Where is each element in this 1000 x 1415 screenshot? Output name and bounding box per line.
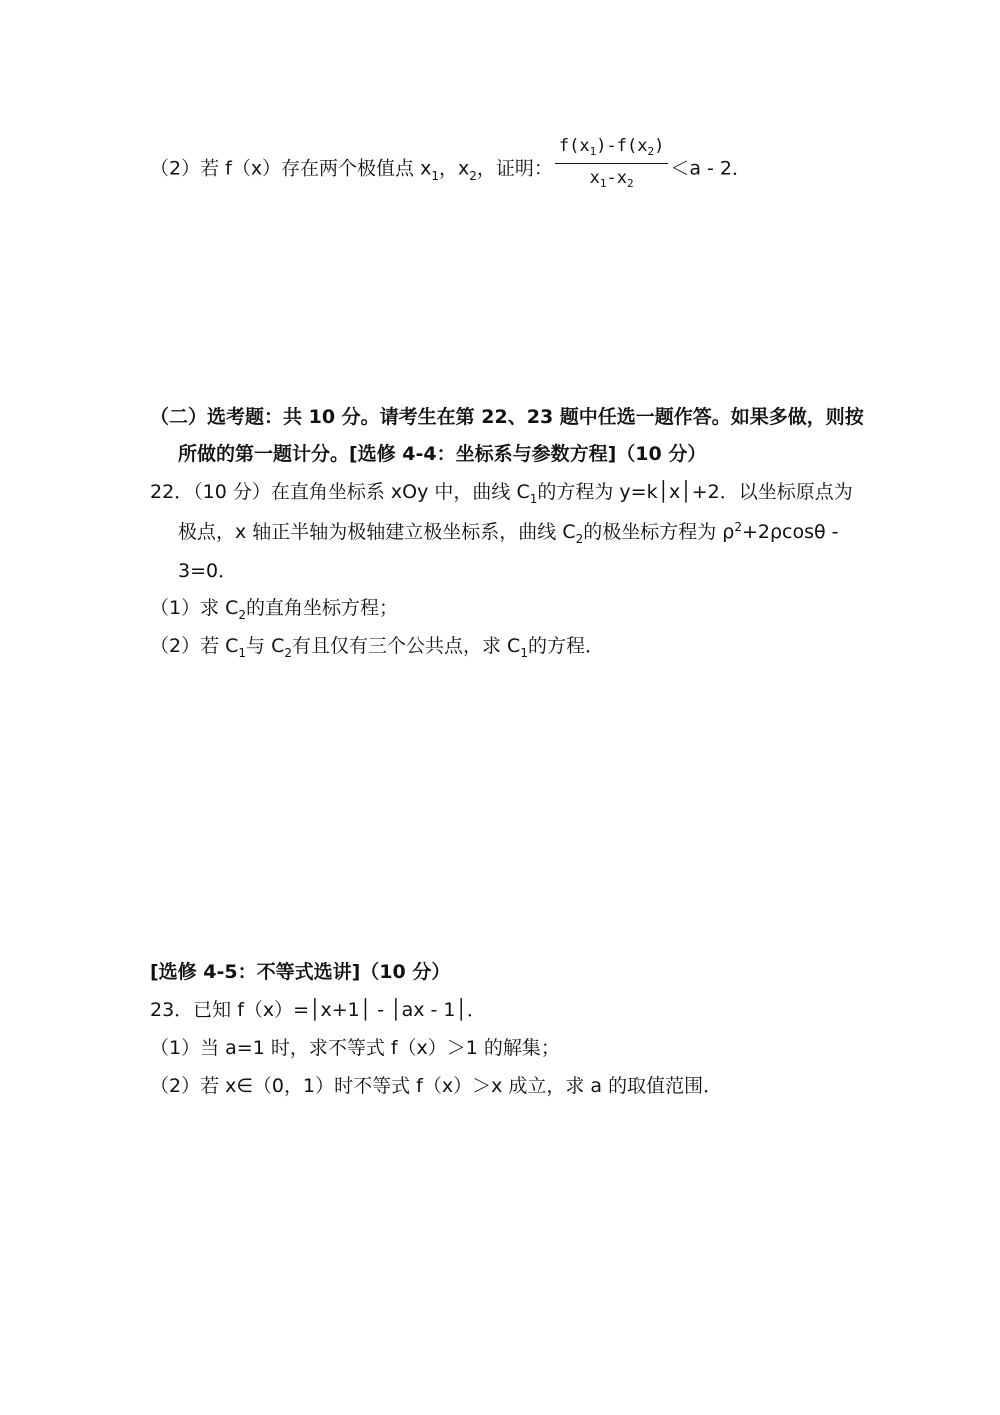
section2-heading-line1: （二）选考题：共 10 分。请考生在第 22、23 题中任选一题作答。如果多做，则按 xyxy=(150,406,864,428)
q22-part1: （1）求 $C_2$的直角坐标方程； xyxy=(150,597,399,622)
q23-part2: （2）若 x∈（0，1）时不等式 f（x）＞x 成立，求 a 的取值范围． xyxy=(150,1075,723,1097)
section3-heading: [选修 4-5：不等式选讲]（10 分） xyxy=(150,961,451,983)
q22-part2: （2）若 $C_1$与 $C_2$有且仅有三个公共点，求 $C_1$的方程． xyxy=(150,635,604,660)
fraction-denominator: $x_1-x_2$ xyxy=(589,168,634,190)
x2-subscript: 2 xyxy=(469,168,477,183)
q21-part2-comma: ，x xyxy=(439,157,470,180)
x1-subscript: 1 xyxy=(431,168,439,183)
q21-part2 xyxy=(150,136,751,192)
c2-subscript: 2 xyxy=(575,532,584,546)
q21-part2-suffix: ＜a - 2． xyxy=(670,157,751,180)
c1-subscript: 1 xyxy=(529,492,538,506)
difference-quotient-fraction xyxy=(555,134,668,192)
q23-part1: （1）当 a=1 时，求不等式 f（x）＞1 的解集； xyxy=(150,1037,560,1059)
q22-stem-line2: 极点，x 轴正半轴为极轴建立极坐标系，曲线 $C_2$的极坐标方程为 $\rho^2+2\rho\cos\theta$ - xyxy=(178,520,839,546)
section2-heading-line2: 所做的第一题计分。[选修 4-4：坐标系与参数方程]（10 分） xyxy=(178,443,707,465)
q22-stem-line3: 3=0． xyxy=(178,560,238,582)
q21-part2-prefix: （2）若 f（x）存在两个极值点 x xyxy=(150,157,432,180)
q22-stem-line1: 22．（10 分）在直角坐标系 xOy 中，曲线 $C_1$的方程为 y=k│x│+2．以坐标原点为 xyxy=(150,481,853,506)
q23-stem: 23．已知 f（x）=│x+1│ - │ax - 1│． xyxy=(150,999,486,1021)
q21-proof-label: ，证明： xyxy=(476,157,553,180)
rho-superscript: 2 xyxy=(734,520,742,534)
fraction-numerator: $f(x_1)-f(x_2)$ xyxy=(555,134,668,164)
